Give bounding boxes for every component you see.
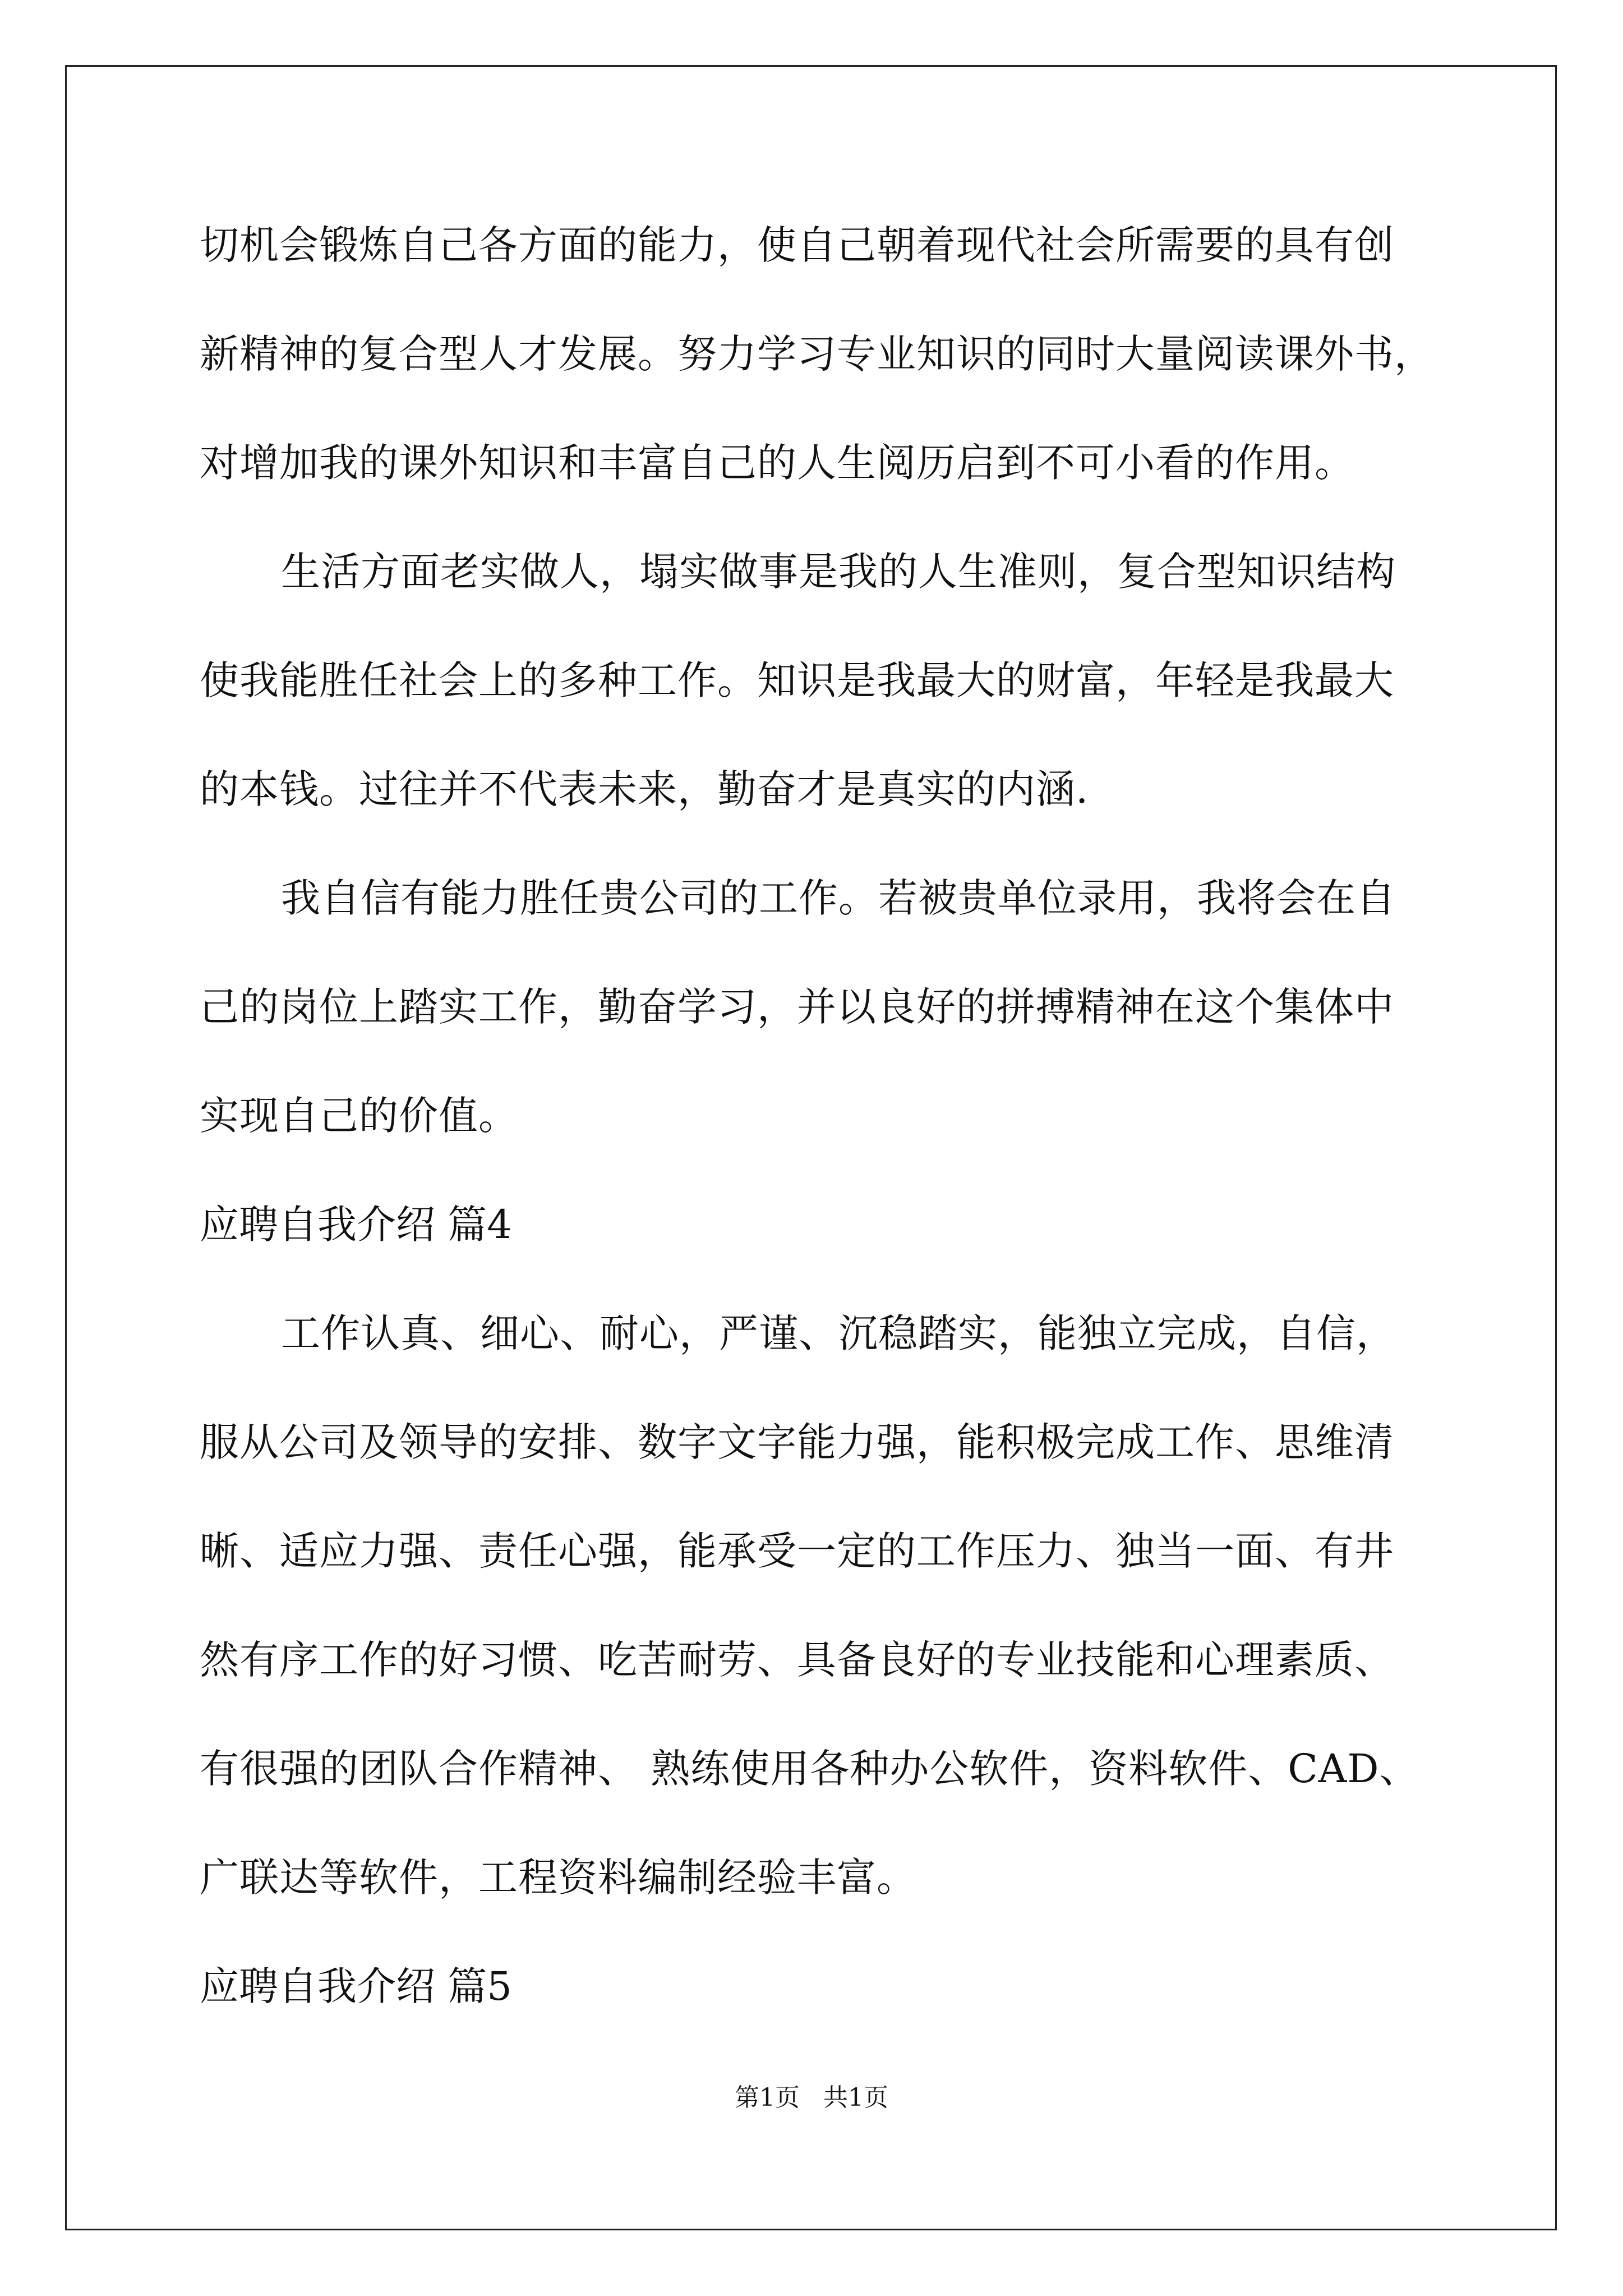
text-line: 有很强的团队合作精神、 熟练使用各种办公软件，资料软件、CAD、 xyxy=(200,1746,1419,1792)
text-line: 广联达等软件，工程资料编制经验丰富。 xyxy=(200,1855,916,1901)
text-line: 己的岗位上踏实工作，勤奋学习，并以良好的拼搏精神在这个集体中 xyxy=(200,984,1394,1030)
text-line: 然有序工作的好习惯、吃苦耐劳、具备良好的专业技能和心理素质、 xyxy=(200,1637,1394,1683)
paragraph-start-line: 工作认真、细心、耐心，严谨、沉稳踏实，能独立完成，自信， xyxy=(281,1310,1396,1356)
text-line: 切机会锻炼自己各方面的能力，使自己朝着现代社会所需要的具有创 xyxy=(200,222,1394,268)
text-line: 对增加我的课外知识和丰富自己的人生阅历启到不可小看的作用。 xyxy=(200,440,1354,486)
document-body xyxy=(200,219,1433,2069)
text-line: 的本钱。过往并不代表未来，勤奋才是真实的内涵. xyxy=(200,766,1089,812)
paragraph-start-line: 生活方面老实做人，塌实做事是我的人生准则，复合型知识结构 xyxy=(281,549,1396,595)
page-footer: 第1页 共1页 xyxy=(735,2083,888,2112)
text-line: 服从公司及领导的安排、数字文字能力强，能积极完成工作、思维清 xyxy=(200,1419,1394,1465)
text-line: 新精神的复合型人才发展。努力学习专业知识的同时大量阅读课外书， xyxy=(200,331,1434,377)
text-line: 实现自己的价值。 xyxy=(200,1093,518,1139)
section-heading: 应聘自我介绍 篇5 xyxy=(200,1963,512,2009)
text-line: 晰、适应力强、责任心强，能承受一定的工作压力、独当一面、有井 xyxy=(200,1528,1394,1574)
section-heading: 应聘自我介绍 篇4 xyxy=(200,1202,512,1248)
paragraph-start-line: 我自信有能力胜任贵公司的工作。若被贵单位录用，我将会在自 xyxy=(281,875,1396,921)
text-line: 使我能胜任社会上的多种工作。知识是我最大的财富，年轻是我最大 xyxy=(200,657,1394,703)
